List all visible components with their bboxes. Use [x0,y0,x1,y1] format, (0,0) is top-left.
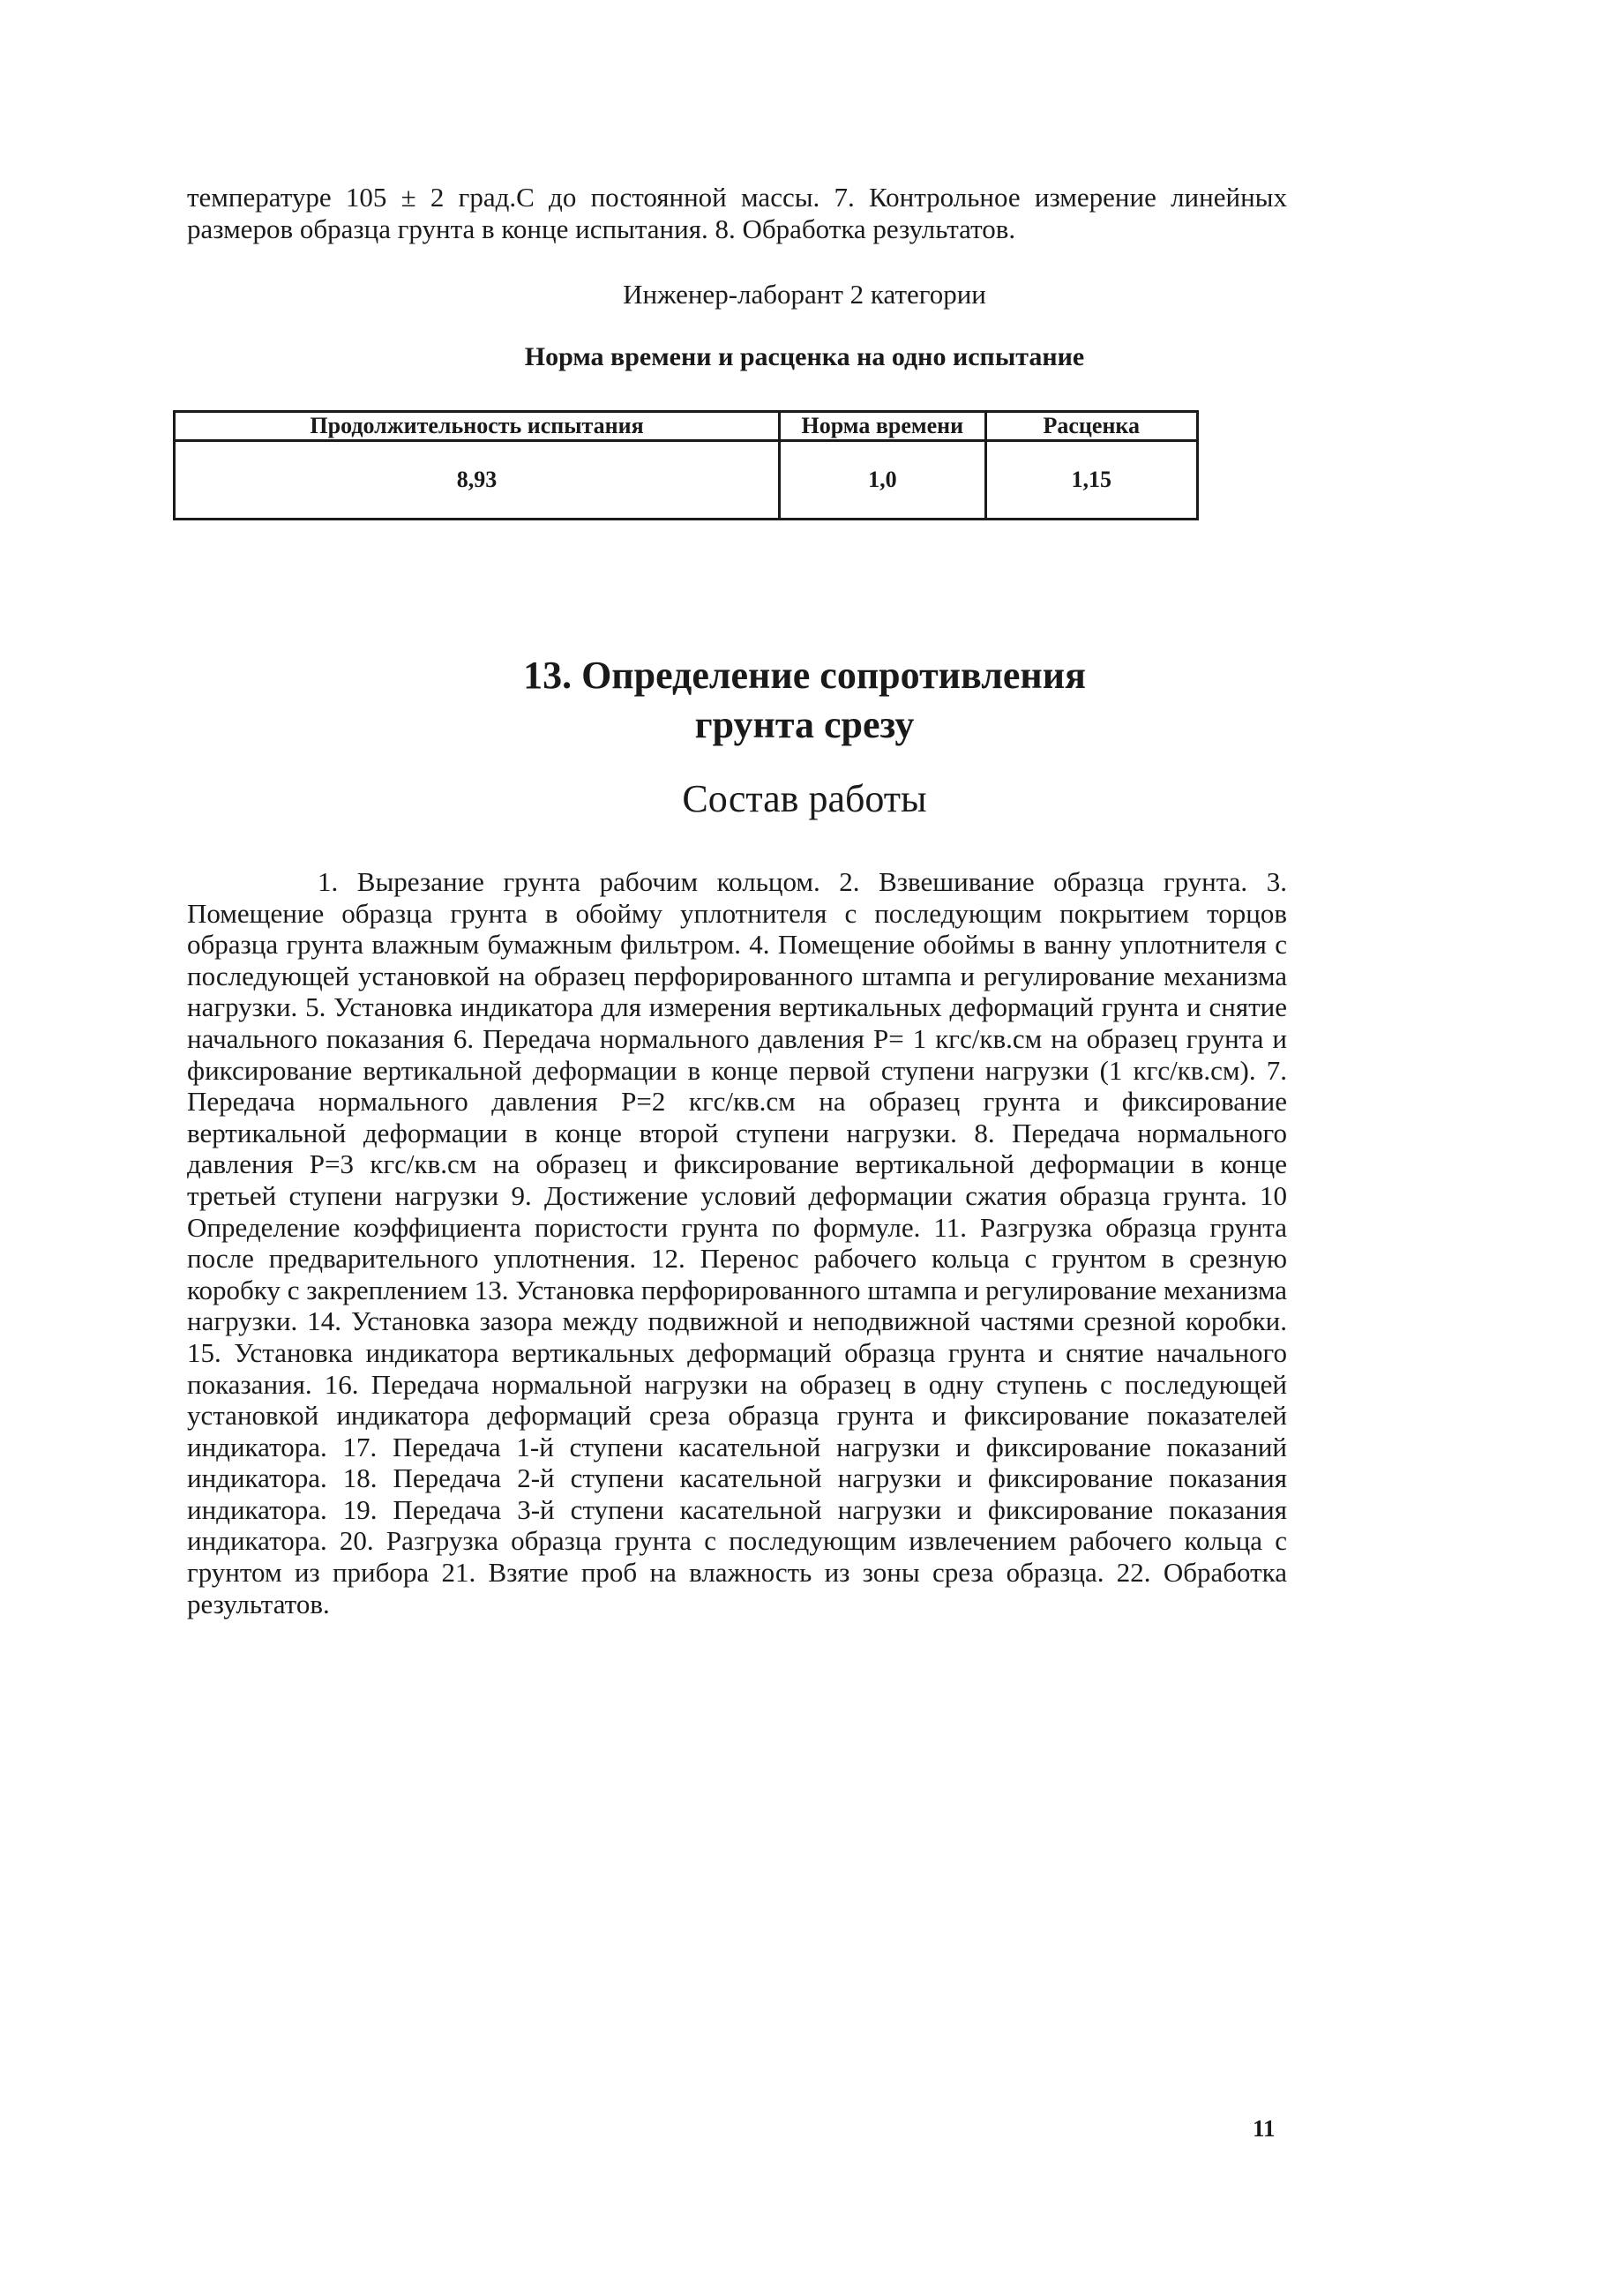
header-duration: Продолжительность испытания [175,412,780,441]
norm-table-header-row [175,412,1198,441]
norm-table-row [175,441,1198,520]
work-composition-paragraph: 1. Вырезание грунта рабочим кольцом. 2. Взвешивание образца грунта. 3. Помещение образца грунта в обойму уплотнителя с последующим покрытием торцов образца грунта влажным бумажным фильтром. 4. Помещение обоймы в ванну уплотнителя с последующей установкой на образец перфорированного штампа и регулирование механизма нагрузки. 5. Установка индикатора для измерения вертикальных деформаций грунта и снятие начального показания 6. Передача нормального давления Р= 1 кгс/кв.см на образец грунта и фиксирование вертикальной деформации в конце первой ступени нагрузки (1 кгс/кв.см). 7. Передача нормального давления Р=2 кгс/кв.см на образец грунта и фиксирование вертикальной деформации в конце второй ступени нагрузки. 8. Передача нормального давления Р=3 кгс/кв.см на образец и фиксирование вертикальной деформации в конце третьей ступени нагрузки 9. Достижение условий деформации сжатия образца грунта. 10 Определение коэффициента пористости грунта по формуле. 11. Разгрузка образца грунта после предварительного уплотнения. 12. Перенос рабочего кольца с грунтом в срезную коробку с закреплением 13. Установка перфорированного штампа и регулирование механизма нагрузки. 14. Установка зазора между подвижной и неподвижной частями срезной коробки. 15. Установка индикатора вертикальных деформаций образца грунта и снятие начального показания. 16. Передача нормальной нагрузки на образец в одну ступень с последующей установкой индикатора деформаций среза образца грунта и фиксирование показателей индикатора. 17. Передача 1-й ступени касательной нагрузки и фиксирование показаний индикатора. 18. Передача 2-й ступени касательной нагрузки и фиксирование показания индикатора. 19. Передача 3-й ступени касательной нагрузки и фиксирование показания индикатора. 20. Разгрузка образца грунта с последующим извлечением рабочего кольца с грунтом из прибора 21. Взятие проб на влажность из зоны среза образца. 22. Обработка результатов. [187,866,1287,1619]
section-title [0,651,1609,750]
header-time-norm: Норма времени [780,412,985,441]
page-number: 11 [1253,2115,1276,2142]
section-title-line-2: грунта срезу [694,703,915,746]
cell-duration: 8,93 [175,441,780,520]
norm-heading: Норма времени и расценка на одно испытание [524,342,1085,371]
cell-time-norm: 1,0 [780,441,985,520]
cell-rate: 1,15 [985,441,1197,520]
section-title-line-1: 13. Определение сопротивления [523,654,1086,697]
header-rate: Расценка [985,412,1197,441]
norm-table [173,410,1199,520]
work-composition-heading: Состав работы [682,777,927,820]
top-paragraph: температуре 105 ± 2 град.С до постоянной массы. 7. Контрольное измерение линейных размеров образца грунта в конце испытания. 8. Обработка результатов. [187,182,1287,244]
engineer-category-line: Инженер-лаборант 2 категории [623,279,986,310]
